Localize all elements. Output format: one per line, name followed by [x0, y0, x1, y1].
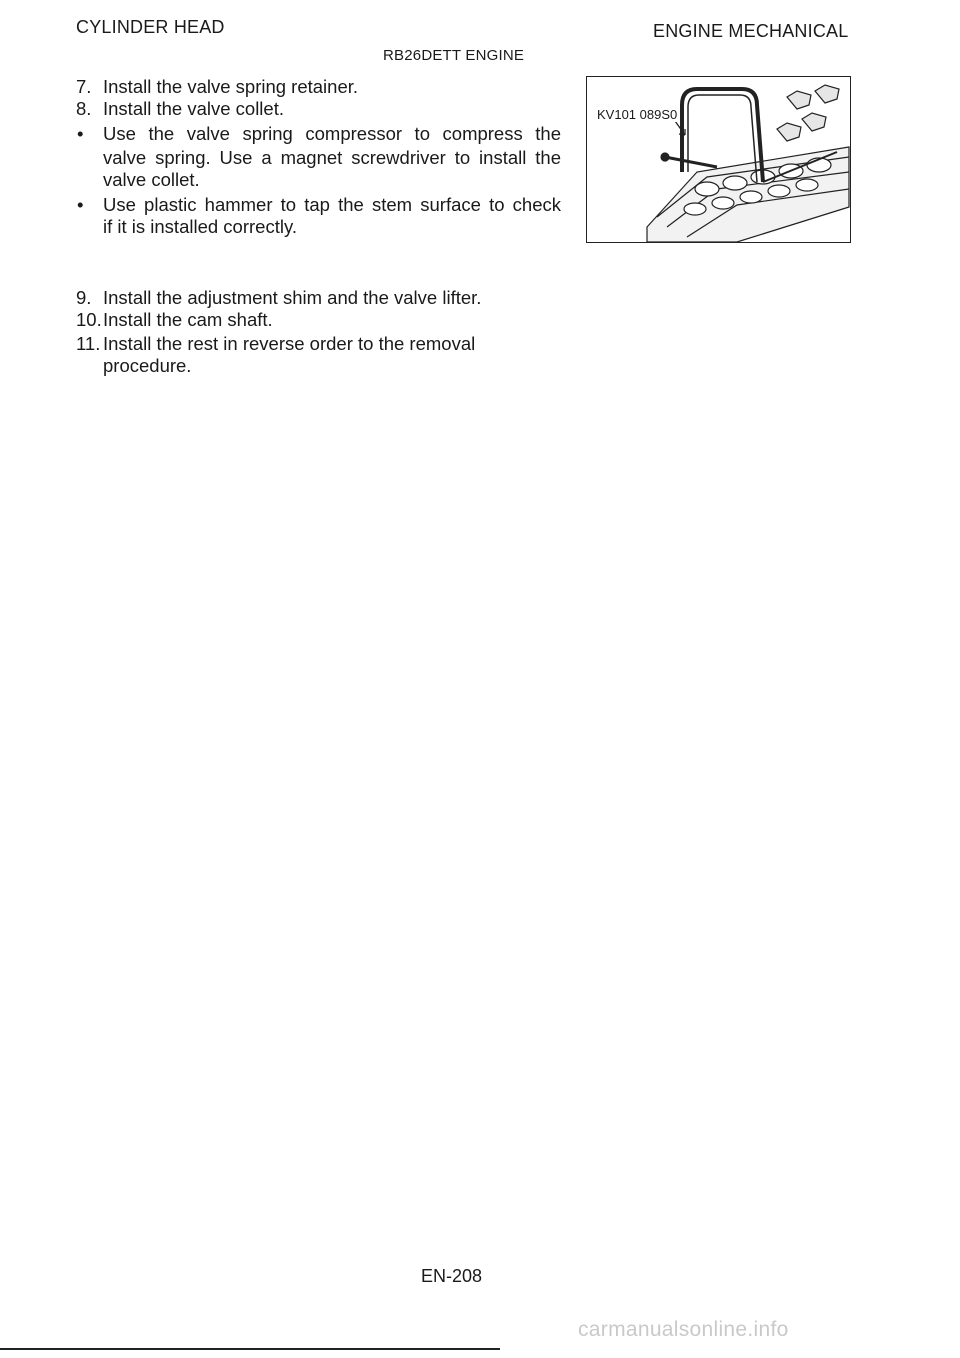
step-11 — [76, 333, 475, 355]
step-11-continued: procedure. — [103, 355, 192, 376]
step-text: Install the rest in reverse order to the removal — [103, 333, 476, 354]
step-text: Install the valve spring retainer. — [103, 76, 359, 97]
bullet-dot: • — [77, 123, 84, 144]
step-10 — [76, 309, 273, 331]
bullet-line: if it is installed correctly. — [103, 216, 297, 237]
watermark: carmanualsonline.info — [578, 1318, 789, 1341]
section-title: CYLINDER HEAD — [76, 17, 225, 37]
bullet-line: Use plastic hammer to tap the stem surface to check — [103, 194, 561, 215]
bullet-line: valve collet. — [103, 169, 200, 190]
step-text: Install the adjustment shim and the valve lifter. — [103, 287, 482, 308]
step-number: 9. — [76, 287, 92, 308]
footer-rule — [0, 1348, 500, 1350]
step-number: 8. — [76, 98, 92, 119]
step-number: 10. — [76, 309, 102, 330]
bullet-dot: • — [77, 194, 84, 215]
step-8 — [76, 98, 284, 120]
valve-compressor-figure — [586, 76, 851, 243]
bullet-line: valve spring. Use a magnet screwdriver to install the — [103, 147, 561, 168]
step-7 — [76, 76, 358, 98]
cylinder-head-illustration — [587, 77, 850, 242]
step-9 — [76, 287, 481, 309]
bullet-item — [76, 123, 104, 145]
page-number: EN-208 — [421, 1266, 483, 1286]
tool-number-label: KV101 089S0 — [597, 107, 678, 122]
bullet-line: Use the valve spring compressor to compress the — [103, 123, 561, 144]
chapter-title: ENGINE MECHANICAL — [653, 21, 849, 41]
bullet-item — [76, 194, 104, 216]
step-number: 7. — [76, 76, 92, 97]
step-text: Install the valve collet. — [103, 98, 284, 119]
step-number: 11. — [76, 333, 101, 354]
step-text: Install the cam shaft. — [103, 309, 273, 330]
engine-subtitle: RB26DETT ENGINE — [383, 47, 525, 64]
